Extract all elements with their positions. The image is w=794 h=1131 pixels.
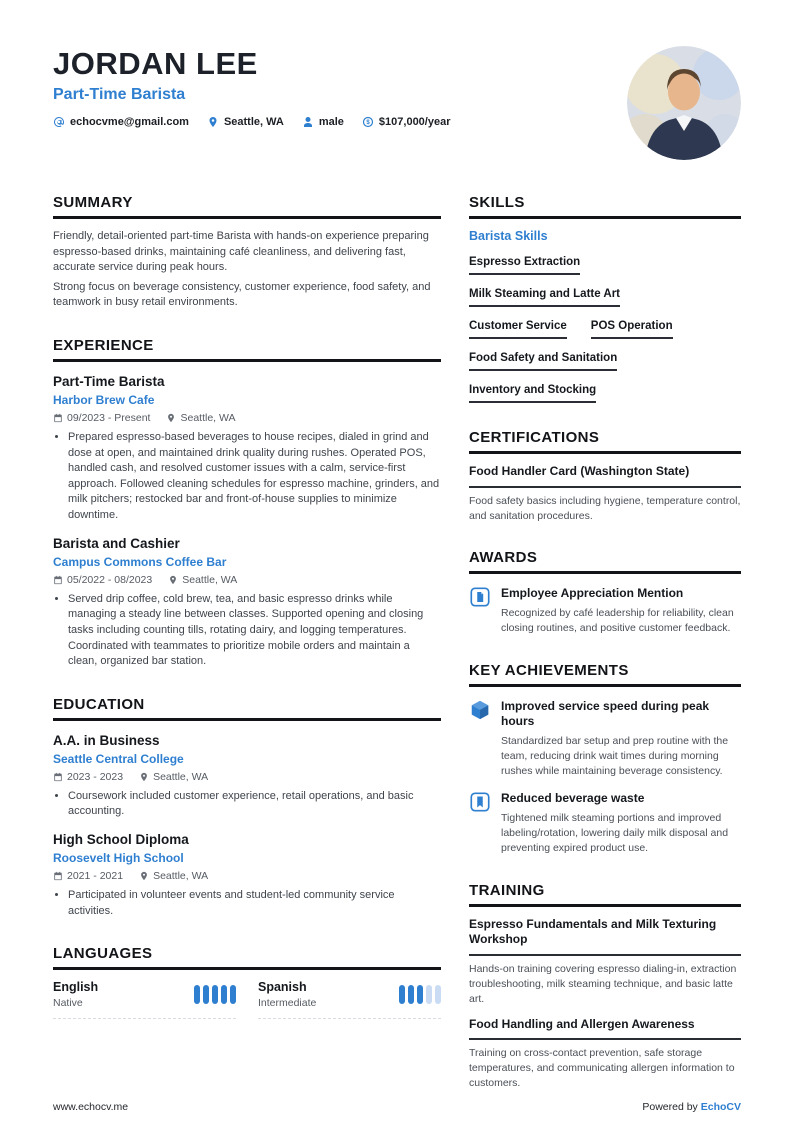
education-location: Seattle, WA xyxy=(139,771,208,783)
section-certifications xyxy=(469,429,741,523)
section-education xyxy=(53,696,441,919)
skills-heading: SKILLS xyxy=(469,194,741,219)
education-entry xyxy=(53,733,441,820)
profile-photo xyxy=(627,46,741,160)
experience-dates: 05/2022 - 08/2023 xyxy=(53,574,152,586)
education-bullet: • Participated in volunteer events and student-led community service activities. xyxy=(68,888,441,919)
calendar-icon xyxy=(53,575,63,585)
header xyxy=(53,46,741,160)
education-meta xyxy=(53,870,441,882)
section-languages xyxy=(53,945,441,1019)
experience-bullet: • Prepared espresso-based beverages to house recipes, dialed in grind and dose at open, and maintained drink quality during rushes. Operated POS, handled cash, and resolved customer issues with a calm, service-first approach. Followed cleaning schedules for espresso machine, grinders, and milk pitchers; restocked bar and front-of-house supplies to minimize downtime. xyxy=(68,430,441,524)
certification-title: Food Handler Card (Washington State) xyxy=(469,464,741,488)
achievement-entry xyxy=(469,791,741,856)
language-level-bars xyxy=(399,985,441,1004)
footer xyxy=(53,1091,741,1113)
experience-company: Campus Commons Coffee Bar xyxy=(53,554,227,569)
education-meta xyxy=(53,771,441,783)
training-description: Hands-on training covering espresso dialing-in, extraction troubleshooting, milk steaming technique, and basic latte art. xyxy=(469,962,737,1005)
education-school: Seattle Central College xyxy=(53,751,184,766)
training-entry xyxy=(469,1017,741,1091)
footer-website-link[interactable]: www.echocv.me xyxy=(53,1100,129,1113)
section-experience xyxy=(53,337,441,670)
skill-item: Milk Steaming and Latte Art xyxy=(469,288,620,307)
content-columns xyxy=(53,194,741,1091)
education-bullets xyxy=(53,888,441,919)
skill-item: Espresso Extraction xyxy=(469,256,580,275)
location-pin-icon xyxy=(168,575,178,585)
section-skills xyxy=(469,194,741,403)
contact-gender: male xyxy=(302,116,344,128)
person-title: Part-Time Barista xyxy=(53,86,186,103)
award-description: Recognized by café leadership for reliability, clean closing routines, and positive customer feedback. xyxy=(501,607,734,635)
right-column xyxy=(469,194,741,1091)
skill-list xyxy=(469,243,741,403)
contact-location: Seattle, WA xyxy=(207,116,284,128)
language-level-bars xyxy=(194,985,236,1004)
language-item xyxy=(53,980,236,1019)
education-dates: 2023 - 2023 xyxy=(53,771,123,783)
section-key-achievements xyxy=(469,662,741,855)
education-bullets xyxy=(53,789,441,820)
training-entry xyxy=(469,917,741,1007)
cube-icon xyxy=(469,699,491,721)
person-icon xyxy=(302,116,314,128)
location-pin-icon xyxy=(139,871,149,881)
experience-title: Part-Time Barista xyxy=(53,374,165,390)
summary-heading: SUMMARY xyxy=(53,194,441,219)
achievement-title: Improved service speed during peak hours xyxy=(501,699,710,729)
key-achievements-heading: KEY ACHIEVEMENTS xyxy=(469,662,741,687)
achievement-title: Reduced beverage waste xyxy=(501,790,645,805)
skill-item: Inventory and Stocking xyxy=(469,384,596,403)
experience-entry xyxy=(53,536,441,670)
summary-paragraph-1: Friendly, detail-oriented part-time Barista with hands-on experience preparing espresso-based drinks, maintaining café cleanliness, and delivering fast, accurate service during peak hours. xyxy=(53,230,429,274)
languages-row xyxy=(53,980,441,1019)
skill-item: Food Safety and Sanitation xyxy=(469,352,617,371)
language-name: English xyxy=(53,980,99,995)
footer-powered-by: Powered by EchoCV xyxy=(642,1100,741,1113)
footer-brand-link[interactable]: EchoCV xyxy=(700,1100,741,1113)
experience-entry xyxy=(53,374,441,524)
education-location: Seattle, WA xyxy=(139,870,208,882)
languages-heading: LANGUAGES xyxy=(53,945,441,970)
experience-meta xyxy=(53,412,441,424)
achievement-description: Tightened milk steaming portions and improved labeling/rotation, lowering daily milk disposal and preventing expired product use. xyxy=(501,811,729,854)
svg-text:$: $ xyxy=(366,120,370,127)
calendar-icon xyxy=(53,871,63,881)
experience-bullet: • Served drip coffee, cold brew, tea, and basic espresso drinks while managing a steady line between classes. Supported opening and closing tasks including counting tills, rotating dairy, and logging temperatures. Coordinated with teammates to prioritize mobile orders and maintain a clean, organized bar station. xyxy=(68,592,441,670)
awards-heading: AWARDS xyxy=(469,549,741,574)
education-school: Roosevelt High School xyxy=(53,850,184,865)
certification-description: Food safety basics including hygiene, temperature control, and sanitation procedures. xyxy=(469,494,741,522)
training-description: Training on cross-contact prevention, safe storage temperatures, and communicating allergen information to customers. xyxy=(469,1047,735,1089)
experience-heading: EXPERIENCE xyxy=(53,337,441,362)
experience-bullets xyxy=(53,592,441,670)
email-icon xyxy=(53,116,65,128)
education-degree: High School Diploma xyxy=(53,831,189,847)
language-level-label: Native xyxy=(53,997,83,1010)
experience-title: Barista and Cashier xyxy=(53,535,180,551)
award-entry xyxy=(469,586,741,636)
person-name: JORDAN LEE xyxy=(53,46,258,81)
calendar-icon xyxy=(53,772,63,782)
location-pin-icon xyxy=(166,413,176,423)
skill-item: Customer Service xyxy=(469,320,567,339)
summary-paragraph-2: Strong focus on beverage consistency, customer experience, food safety, and teamwork in busy retail environments. xyxy=(53,280,431,309)
certification-entry xyxy=(469,464,741,523)
language-text xyxy=(53,980,98,1009)
training-title: Espresso Fundamentals and Milk Texturing Workshop xyxy=(469,917,741,956)
award-text xyxy=(501,586,741,636)
education-entry xyxy=(53,832,441,919)
achievement-text xyxy=(501,699,741,779)
education-bullet: • Coursework included customer experience, retail operations, and basic accounting. xyxy=(68,789,441,820)
education-heading: EDUCATION xyxy=(53,696,441,721)
location-pin-icon xyxy=(139,772,149,782)
training-heading: TRAINING xyxy=(469,882,741,907)
header-text xyxy=(53,46,451,128)
certificate-icon xyxy=(469,586,491,608)
experience-company: Harbor Brew Cafe xyxy=(53,393,155,408)
section-summary xyxy=(53,194,441,311)
contact-email[interactable]: echocvme@gmail.com xyxy=(53,116,189,128)
experience-bullets xyxy=(53,430,441,524)
language-item xyxy=(258,980,441,1019)
experience-meta xyxy=(53,574,441,586)
achievement-description: Standardized bar setup and prep routine with the team, reducing drink wait times during morning rushes while maintaining beverage consistency. xyxy=(501,735,729,778)
skill-item: POS Operation xyxy=(591,320,673,339)
language-text xyxy=(258,980,316,1009)
bookmark-icon xyxy=(469,791,491,813)
achievement-text xyxy=(501,791,741,856)
language-name: Spanish xyxy=(258,980,307,995)
experience-dates: 09/2023 - Present xyxy=(53,412,150,424)
language-level-label: Intermediate xyxy=(258,997,317,1010)
skills-group-label: Barista Skills xyxy=(469,229,548,243)
salary-icon xyxy=(362,116,374,128)
section-awards xyxy=(469,549,741,636)
award-title: Employee Appreciation Mention xyxy=(501,586,684,601)
contact-row xyxy=(53,116,451,128)
section-training xyxy=(469,882,741,1091)
education-degree: A.A. in Business xyxy=(53,732,160,748)
experience-location: Seattle, WA xyxy=(166,412,235,424)
contact-salary: $ $107,000/year xyxy=(362,116,451,128)
calendar-icon xyxy=(53,413,63,423)
left-column xyxy=(53,194,441,1091)
achievement-entry xyxy=(469,699,741,779)
education-dates: 2021 - 2021 xyxy=(53,870,123,882)
location-pin-icon xyxy=(207,116,219,128)
experience-location: Seattle, WA xyxy=(168,574,237,586)
training-title: Food Handling and Allergen Awareness xyxy=(469,1017,741,1041)
certifications-heading: CERTIFICATIONS xyxy=(469,429,741,454)
